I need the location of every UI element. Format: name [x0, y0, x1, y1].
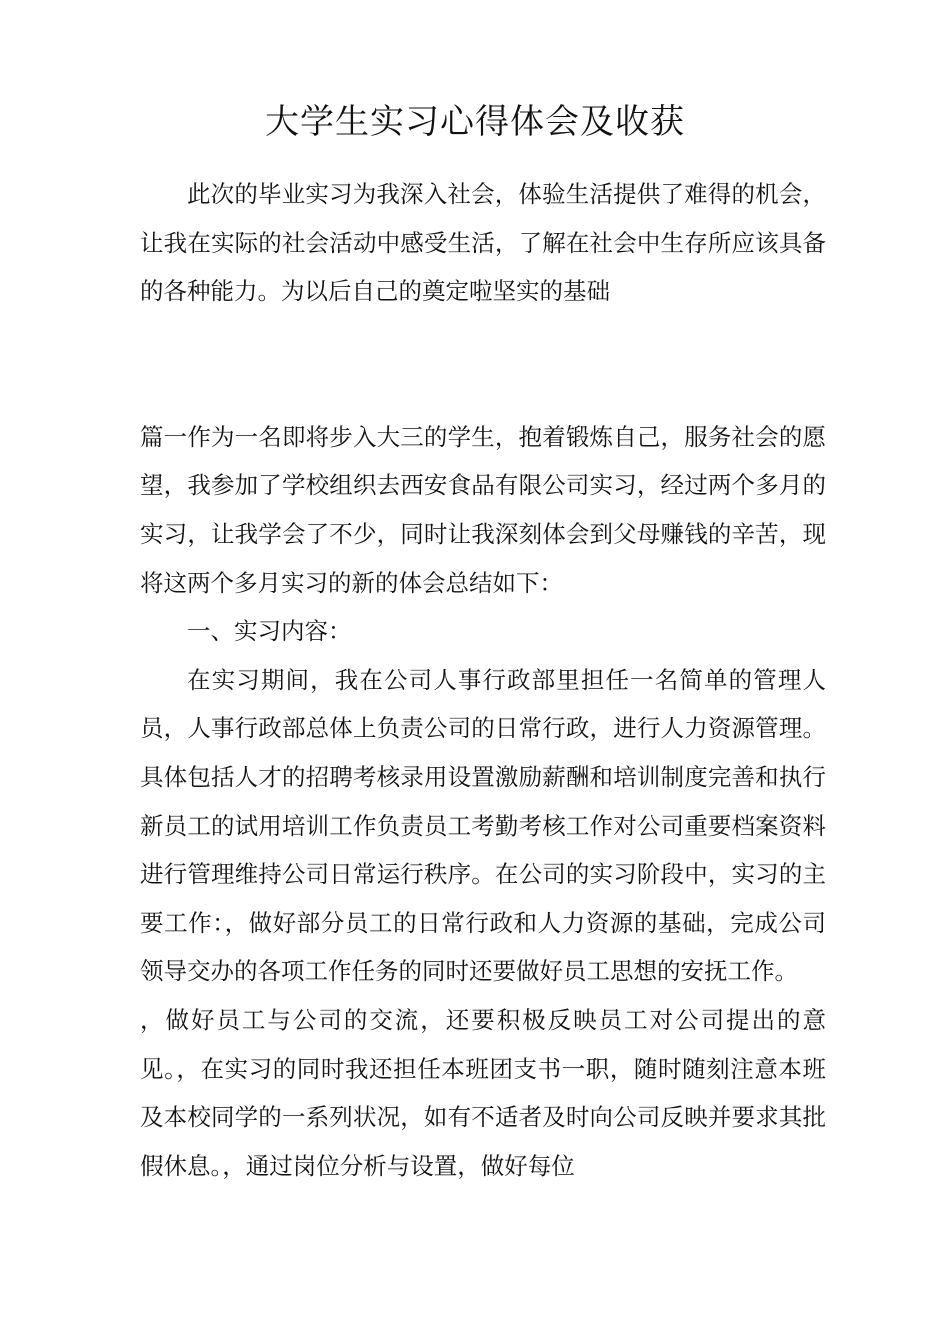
paragraph-internship-duties: 在实习期间，我在公司人事行政部里担任一名简单的管理人员，人事行政部总体上负责公司的日常行政，进行人力资源管理。具体包括人才的招聘考核录用设置激励薪酬和培训制度完善和执行新员工的试用培训工作负责员工考勤考核工作对公司重要档案资料进行管理维持公司日常运行秩序。在公司的实习阶段中，实习的主要工作：，做好部分员工的日常行政和人力资源的基础，完成公司领导交办的各项工作任务的同时还要做好员工思想的安抚工作。	[140, 665, 826, 986]
paragraph-part-one: 篇一作为一名即将步入大三的学生，抱着锻炼自己，服务社会的愿望，我参加了学校组织去西安食品有限公司实习，经过两个多月的实习，让我学会了不少，同时让我深刻体会到父母赚钱的辛苦，现将这两个多月实习的新的体会总结如下：	[140, 422, 826, 597]
document-title: 大学生实习心得体会及收获	[265, 102, 685, 142]
paragraph-communication: ，做好员工与公司的交流，还要积极反映员工对公司提出的意见。，在实习的同时我还担任本班团支书一职，随时随刻注意本班及本校同学的一系列状况，如有不适者及时向公司反映并要求其批假休息。，通过岗位分析与设置，做好每位	[140, 1005, 826, 1180]
document-body	[140, 170, 826, 1190]
paragraph-intro: 此次的毕业实习为我深入社会，体验生活提供了难得的机会，让我在实际的社会活动中感受生活，了解在社会中生存所应该具备的各种能力。为以后自己的奠定啦坚实的基础	[140, 180, 826, 306]
paragraph-gap	[140, 316, 826, 413]
section-heading-internship-content: 一、实习内容：	[187, 617, 352, 646]
